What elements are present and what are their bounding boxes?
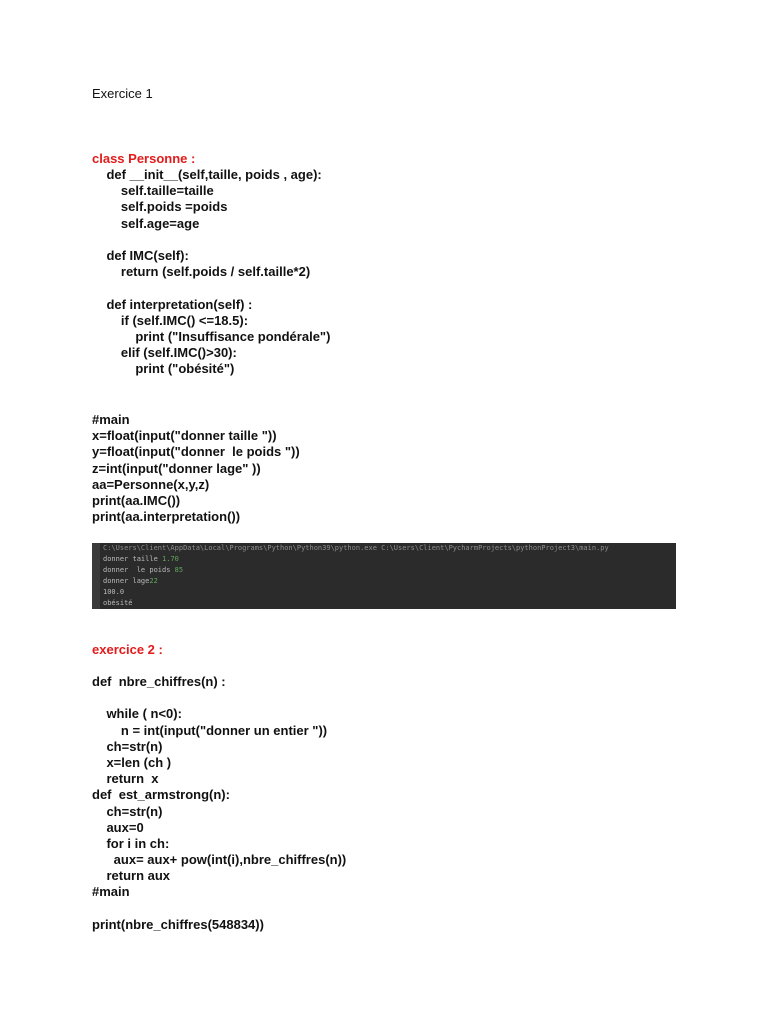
class-heading: class Personne : <box>92 151 196 166</box>
code-line: x=len (ch ) <box>92 754 172 770</box>
terminal-line-age <box>103 577 158 586</box>
terminal-output-interpretation: obésité <box>103 599 133 607</box>
code-line: def IMC(self): <box>92 247 189 263</box>
code-line: def nbre_chiffres(n) : <box>92 674 226 689</box>
code-line <box>92 232 330 248</box>
main-code-block <box>92 412 300 525</box>
code-line: ch=str(n) <box>92 803 163 819</box>
code-line: return (self.poids / self.taille*2) <box>92 264 311 280</box>
code-line: return x <box>92 771 159 787</box>
terminal-output-imc: 100.0 <box>103 588 125 596</box>
code-line: print(nbre_chiffres(548834)) <box>92 916 264 932</box>
terminal-gutter <box>92 543 100 609</box>
code-line: y=float(input("donner le poids ")) <box>92 444 300 460</box>
code-line: print ("obésité") <box>92 361 235 377</box>
code-line: ch=str(n) <box>92 738 163 754</box>
code-line: n = int(input("donner un entier ")) <box>92 722 328 738</box>
exercise-2-code-block <box>92 674 346 933</box>
code-line: self.poids =poids <box>92 199 228 215</box>
terminal-line-poids <box>103 566 183 575</box>
code-line: x=float(input("donner taille ")) <box>92 428 277 444</box>
code-line <box>92 901 346 917</box>
code-line <box>92 280 330 296</box>
terminal-command-line: C:\Users\Client\AppData\Local\Programs\Python\Python39\python.exe C:\Users\Client\PycharmProjects\pythonProject3\main.py <box>103 544 609 552</box>
code-line: def __init__(self,taille, poids , age): <box>92 167 322 182</box>
code-line: #main <box>92 884 130 900</box>
code-line: for i in ch: <box>92 835 170 851</box>
terminal-user-input: 22 <box>149 577 158 585</box>
code-line: if (self.IMC() <=18.5): <box>92 312 249 328</box>
terminal-user-input: 85 <box>174 566 184 574</box>
code-line: return aux <box>92 868 171 884</box>
terminal-prompt: donner lage <box>103 577 150 585</box>
code-line: print(aa.IMC()) <box>92 492 181 508</box>
exercise-2-heading: exercice 2 : <box>92 642 163 657</box>
terminal-prompt: donner taille <box>103 555 163 563</box>
code-line <box>92 690 346 706</box>
code-line: aux= aux+ pow(int(i),nbre_chiffres(n)) <box>92 852 347 868</box>
code-line: aa=Personne(x,y,z) <box>92 476 210 492</box>
exercise-1-title: Exercice 1 <box>92 86 153 101</box>
code-line: def interpretation(self) : <box>92 296 253 312</box>
terminal-user-input: 1.70 <box>162 555 179 563</box>
code-line: self.taille=taille <box>92 183 214 199</box>
code-line: while ( n<0): <box>92 706 182 722</box>
terminal-prompt: donner le poids <box>103 566 175 574</box>
code-line: z=int(input("donner lage" )) <box>92 460 261 476</box>
terminal-line-taille <box>103 555 179 564</box>
terminal-output-screenshot <box>92 543 676 609</box>
code-line: aux=0 <box>92 819 144 835</box>
code-line: elif (self.IMC()>30): <box>92 345 237 361</box>
class-code-block <box>92 167 330 377</box>
code-line: #main <box>92 412 130 427</box>
code-line: def est_armstrong(n): <box>92 787 230 803</box>
code-line: print ("Insuffisance pondérale") <box>92 328 331 344</box>
code-line: self.age=age <box>92 215 200 231</box>
code-line: print(aa.interpretation()) <box>92 509 241 525</box>
